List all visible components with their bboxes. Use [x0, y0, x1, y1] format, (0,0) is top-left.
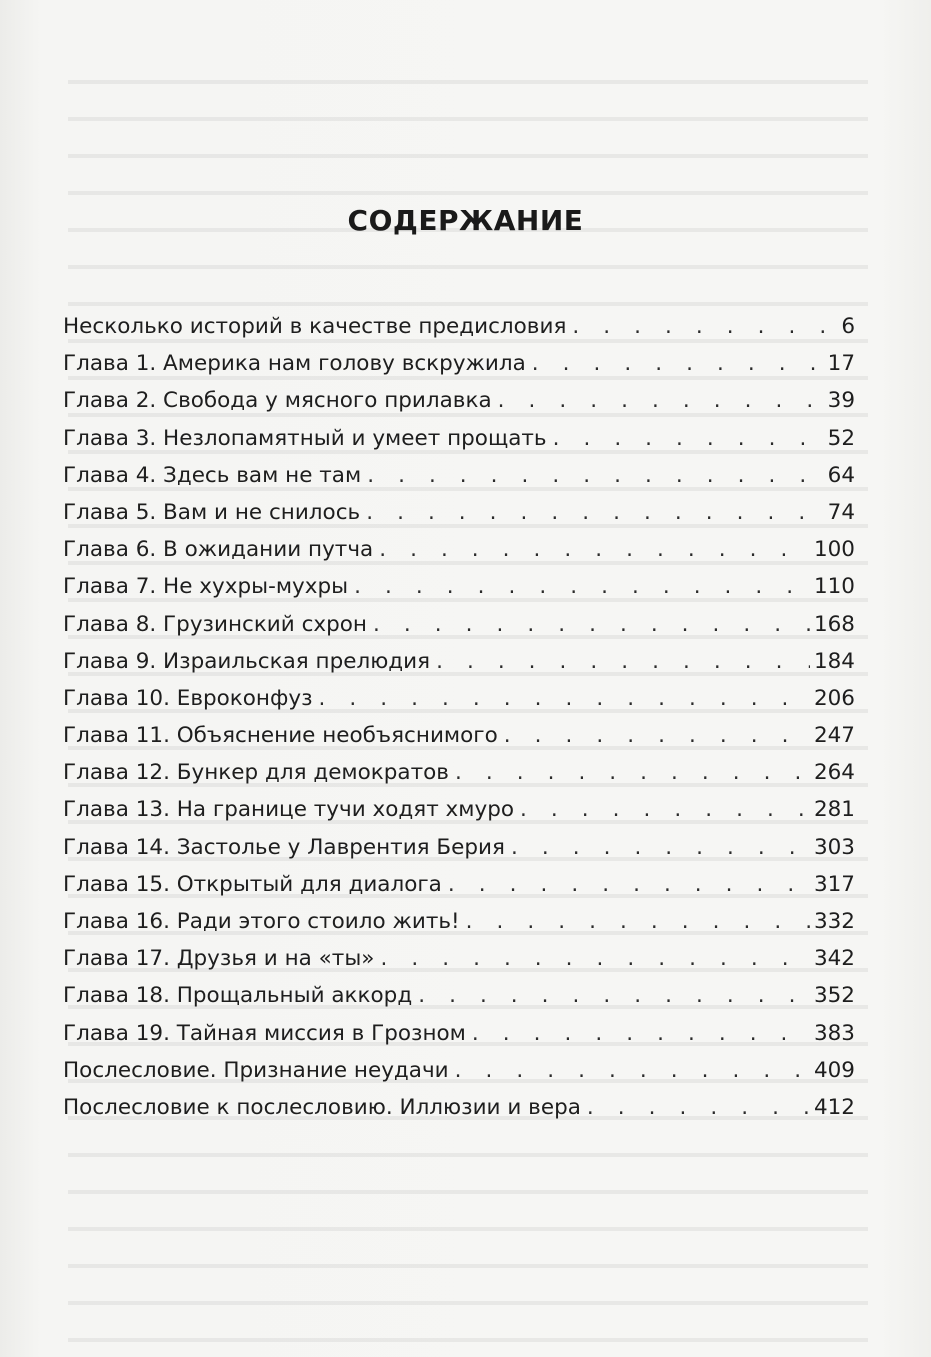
- toc-entry: [63, 1015, 855, 1052]
- toc-entry: [63, 977, 855, 1014]
- toc-entry: [63, 680, 855, 717]
- toc-entry-page: 39: [827, 388, 855, 414]
- toc-entry-title: Глава 14. Застолье у Лаврентия Берия: [63, 834, 505, 860]
- toc-entry-page: 206: [813, 685, 855, 711]
- dot-leader: [504, 717, 810, 754]
- toc-entry-title: Глава 4. Здесь вам не там: [63, 462, 362, 488]
- toc-entry: [63, 382, 855, 419]
- toc-entry-page: 352: [813, 983, 855, 1009]
- dot-leader: [455, 1052, 810, 1089]
- dot-leader: [472, 1015, 810, 1052]
- toc-entry-page: 110: [813, 574, 855, 600]
- dot-leader: [466, 903, 810, 940]
- toc-entry-page: 409: [813, 1057, 855, 1083]
- dot-leader: [380, 940, 809, 977]
- toc-entry-title: Глава 17. Друзья и на «ты»: [63, 946, 375, 972]
- dot-leader: [455, 754, 810, 791]
- toc-entry-title: Несколько историй в качестве предисловия: [63, 314, 567, 339]
- toc-entry-page: 168: [813, 611, 855, 637]
- toc-entry: [63, 568, 855, 605]
- toc-entry-title: Глава 16. Ради этого стоило жить!: [63, 909, 460, 934]
- dot-leader: [520, 791, 810, 828]
- toc-entry-title: Глава 3. Незлопамятный и умеет прощать: [63, 425, 547, 451]
- toc-entry: [63, 1089, 855, 1126]
- toc-entry-page: 317: [813, 871, 855, 897]
- toc-entry-title: Глава 19. Тайная миссия в Грозном: [63, 1020, 466, 1046]
- toc-entry-page: 64: [827, 462, 855, 488]
- toc-entry-title: Глава 11. Объяснение необъяснимого: [63, 723, 498, 749]
- toc-entry-page: 184: [813, 648, 855, 674]
- dot-leader: [498, 382, 824, 419]
- toc-entry-page: 342: [813, 946, 855, 972]
- dot-leader: [532, 345, 824, 382]
- toc-entry: [63, 866, 855, 903]
- toc-entry-title: Глава 8. Грузинский схрон: [63, 611, 367, 637]
- toc-entry-page: 332: [813, 909, 855, 934]
- toc-entry: [63, 345, 855, 382]
- toc-entry: [63, 829, 855, 866]
- toc-entry-page: 281: [813, 797, 855, 823]
- toc-entry-title: Глава 12. Бункер для демократов: [63, 760, 449, 786]
- toc-entry-title: Глава 6. В ожидании путча: [63, 537, 374, 563]
- dot-leader: [587, 1089, 810, 1126]
- toc-entry-title: Глава 10. Евроконфуз: [63, 685, 313, 711]
- toc-entry-title: Послесловие к послесловию. Иллюзии и вера: [63, 1094, 581, 1120]
- toc-entry-page: 6: [841, 314, 855, 339]
- toc-entry-page: 383: [813, 1020, 855, 1046]
- toc-entry: [63, 531, 855, 568]
- dot-leader: [366, 494, 823, 531]
- toc-entry-page: 74: [827, 499, 855, 525]
- toc-entry-page: 247: [813, 723, 855, 749]
- toc-entry-title: Глава 18. Прощальный аккорд: [63, 983, 413, 1009]
- dot-leader: [511, 829, 810, 866]
- toc-entry-page: 303: [813, 834, 855, 860]
- dot-leader: [553, 420, 824, 457]
- dot-leader: [572, 308, 837, 345]
- toc-entry-title: Глава 15. Открытый для диалога: [63, 871, 442, 897]
- dot-leader: [373, 606, 810, 643]
- toc-entry-page: 264: [813, 760, 855, 786]
- toc-entry: [63, 494, 855, 531]
- toc-entry: [63, 420, 855, 457]
- page-title: СОДЕРЖАНИЕ: [347, 204, 584, 237]
- dot-leader: [418, 977, 810, 1014]
- dot-leader: [436, 643, 810, 680]
- dot-leader: [319, 680, 810, 717]
- toc-entry: [63, 1052, 855, 1089]
- dot-leader: [379, 531, 810, 568]
- toc-entry: [63, 308, 855, 345]
- toc-entry-title: Глава 9. Израильская прелюдия: [63, 648, 431, 674]
- toc-entry-page: 52: [827, 425, 855, 451]
- dot-leader: [354, 568, 810, 605]
- toc-entry-title: Глава 7. Не хухры-мухры: [63, 574, 349, 600]
- toc-entry-title: Послесловие. Признание неудачи: [63, 1057, 449, 1083]
- toc-entry-page: 412: [813, 1094, 855, 1120]
- toc-entry: [63, 457, 855, 494]
- toc-entry: [63, 606, 855, 643]
- toc-entry: [63, 754, 855, 791]
- toc-entry-title: Глава 5. Вам и не снилось: [63, 499, 361, 525]
- dot-leader: [367, 457, 823, 494]
- toc-entry: [63, 791, 855, 828]
- toc-entry-title: Глава 1. Америка нам голову вскружила: [63, 351, 526, 377]
- toc-entry-title: Глава 13. На границе тучи ходят хмуро: [63, 797, 515, 823]
- toc-entry: [63, 643, 855, 680]
- toc-entry-page: 17: [827, 351, 855, 377]
- toc-entry: [63, 903, 855, 940]
- dot-leader: [448, 866, 810, 903]
- toc-entry-title: Глава 2. Свобода у мясного прилавка: [63, 388, 492, 414]
- toc-entry: [63, 717, 855, 754]
- toc-entry: [63, 940, 855, 977]
- toc-entry-page: 100: [813, 537, 855, 563]
- table-of-contents: [63, 308, 855, 1126]
